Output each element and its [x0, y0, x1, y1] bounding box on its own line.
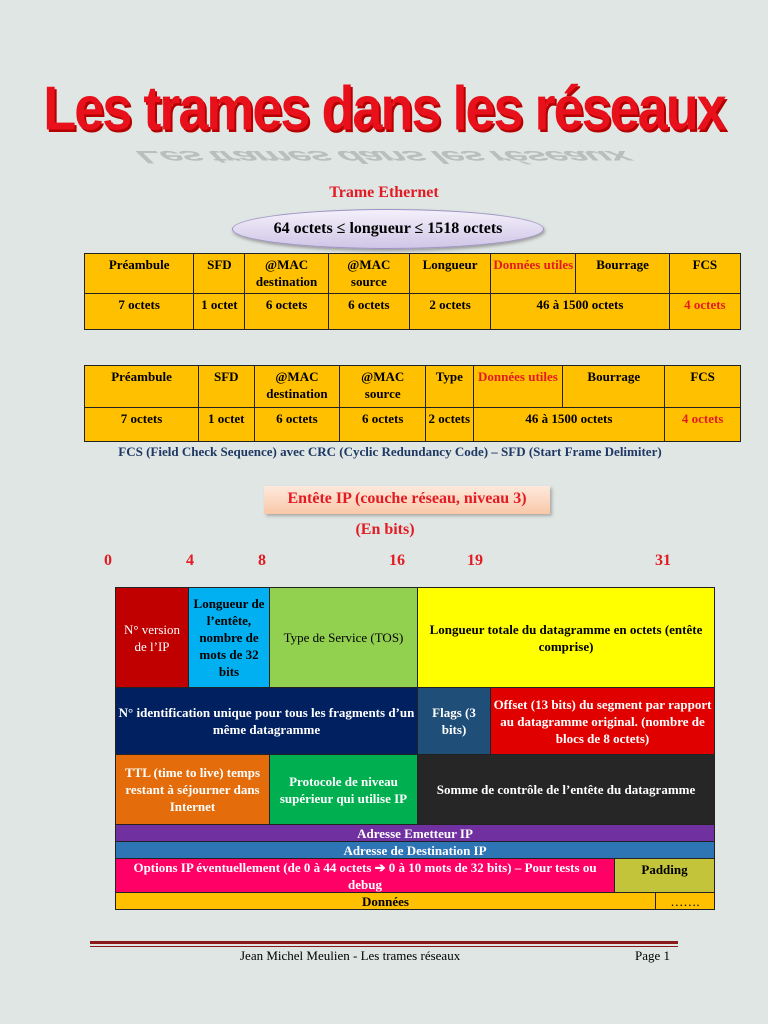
identification-cell: N° identification unique pour tous les fragments d’un même datagramme: [115, 687, 418, 755]
value-cell: 7 octets: [85, 408, 199, 442]
fcs-note: FCS (Field Check Sequence) avec CRC (Cyclic Redundancy Code) – SFD (Start Frame Delimiter): [118, 444, 662, 459]
bit-position-label: 16: [389, 552, 405, 569]
ethernet-heading: Trame Ethernet: [329, 184, 439, 201]
value-cell: 6 octets: [328, 294, 409, 330]
flags-cell: Flags (3 bits): [417, 687, 491, 755]
header-cell: Bourrage: [576, 254, 669, 294]
ihl-cell: Longueur de l’entête, nombre de mots de 32 bits: [188, 587, 270, 688]
destination-address-cell: Adresse de Destination IP: [115, 841, 715, 859]
value-cell: 4 octets: [669, 294, 740, 330]
header-cell: SFD: [199, 366, 255, 408]
header-cell: Données utiles: [491, 254, 576, 294]
data-dots-cell: …….: [655, 892, 715, 910]
value-cell: 7 octets: [85, 294, 194, 330]
version-cell: N° version de l’IP: [115, 587, 189, 688]
protocol-cell: Protocole de niveau supérieur qui utilise IP: [269, 754, 418, 825]
header-cell: Préambule: [85, 366, 199, 408]
source-address-cell: Adresse Emetteur IP: [115, 824, 715, 842]
header-cell: Bourrage: [563, 366, 665, 408]
header-cell: @MAC source: [328, 254, 409, 294]
total-length-cell: Longueur totale du datagramme en octets (entête comprise): [417, 587, 715, 688]
value-cell: 46 à 1500 octets: [491, 294, 670, 330]
value-cell: 2 octets: [409, 294, 490, 330]
footer-author: Jean Michel Meulien - Les trames réseaux: [240, 948, 461, 963]
value-cell: 1 octet: [194, 294, 245, 330]
offset-cell: Offset (13 bits) du segment par rapport au datagramme original. (nombre de blocs de 8 octets): [490, 687, 715, 755]
footer-page-number: Page 1: [635, 948, 671, 963]
bit-position-label: 4: [186, 552, 194, 569]
page-title: Les trames dans les réseaux: [43, 74, 725, 144]
header-cell: SFD: [194, 254, 245, 294]
tos-cell: Type de Service (TOS): [269, 587, 418, 688]
options-cell: Options IP éventuellement (de 0 à 44 octets ➔ 0 à 10 mots de 32 bits) – Pour tests ou debug: [115, 858, 615, 893]
header-cell: Préambule: [85, 254, 194, 294]
header-cell: @MAC source: [340, 366, 426, 408]
ttl-cell: TTL (time to live) temps restant à séjourner dans Internet: [115, 754, 270, 825]
header-cell: FCS: [669, 254, 740, 294]
footer-divider: [90, 946, 678, 947]
value-cell: 6 octets: [340, 408, 426, 442]
data-cell: Données: [115, 892, 656, 910]
header-cell: Type: [426, 366, 473, 408]
title-reflection: Les trames dans les réseaux: [128, 146, 640, 167]
ethernet-frame-table-2: [84, 365, 741, 442]
header-cell: Données utiles: [473, 366, 563, 408]
bit-position-label: 19: [467, 552, 483, 569]
bit-position-label: 0: [104, 552, 112, 569]
header-cell: Longueur: [409, 254, 490, 294]
value-cell: 6 octets: [254, 408, 340, 442]
header-cell: FCS: [665, 366, 741, 408]
value-cell: 4 octets: [665, 408, 741, 442]
bit-position-label: 8: [258, 552, 266, 569]
value-cell: 6 octets: [245, 294, 328, 330]
bits-unit: (En bits): [355, 521, 415, 538]
checksum-cell: Somme de contrôle de l’entête du datagramme: [417, 754, 715, 825]
value-cell: 46 à 1500 octets: [473, 408, 665, 442]
header-cell: @MAC destination: [245, 254, 328, 294]
padding-cell: Padding: [614, 858, 715, 893]
ethernet-frame-table-1: [84, 253, 741, 330]
ip-heading: Entête IP (couche réseau, niveau 3): [264, 486, 550, 514]
header-cell: @MAC destination: [254, 366, 340, 408]
value-cell: 1 octet: [199, 408, 255, 442]
footer-divider: [90, 941, 678, 944]
value-cell: 2 octets: [426, 408, 473, 442]
bit-position-label: 31: [655, 552, 671, 569]
length-rule-oval: 64 octets ≤ longueur ≤ 1518 octets: [232, 209, 544, 249]
